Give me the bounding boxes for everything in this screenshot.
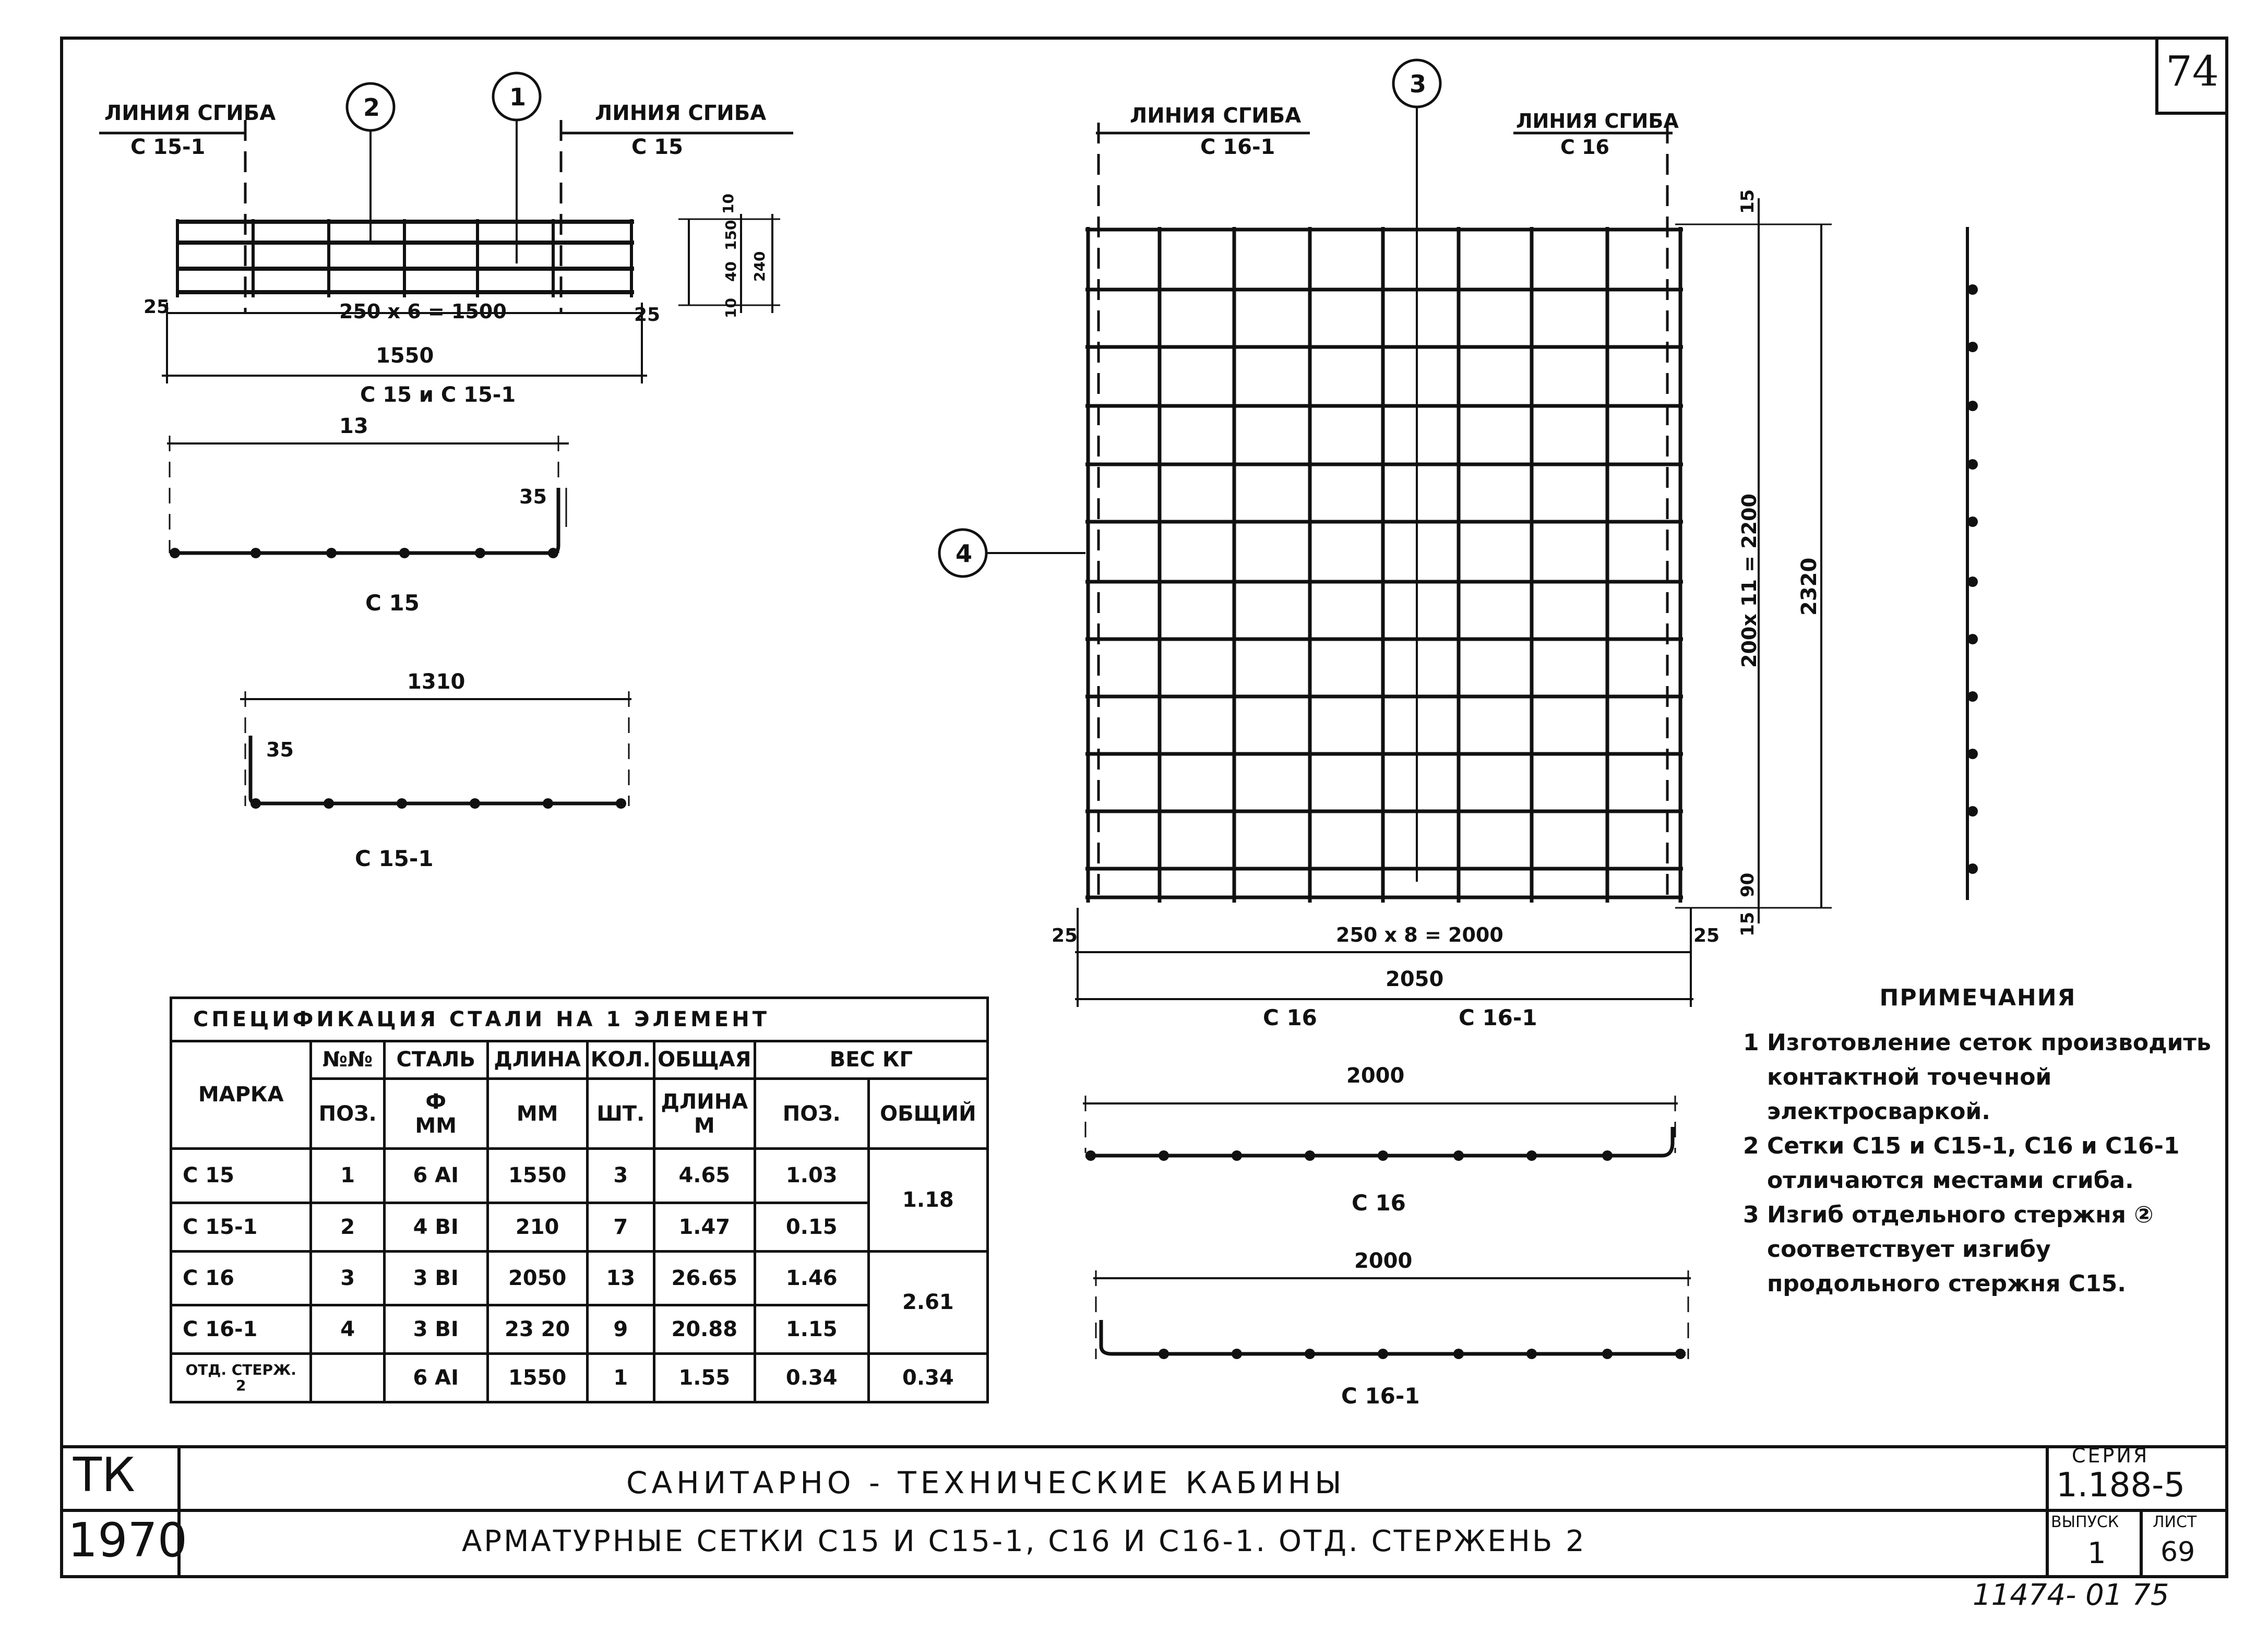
series-number: 1.188-5 (2056, 1466, 2186, 1505)
sheet-title: САНИТАРНО - ТЕХНИЧЕСКИЕ КАБИНЫ (626, 1465, 1346, 1500)
sheet-label: ЛИСТ (2153, 1513, 2197, 1531)
view-label: С 16-1 (1459, 1005, 1537, 1030)
bend-line-label: ЛИНИЯ СГИБА (595, 101, 767, 125)
cell-qty: 9 (587, 1305, 654, 1353)
cell-length: 210 (487, 1203, 587, 1251)
cell-weight-pos: 1.03 (755, 1149, 868, 1203)
cell-weight-pos: 1.46 (755, 1251, 868, 1305)
dimension-label: 1310 (407, 670, 465, 694)
issue-number: 1 (2087, 1536, 2106, 1570)
cell-weight-pos: 1.15 (755, 1305, 868, 1353)
header-total-length: ОБЩАЯ (654, 1041, 755, 1078)
cell-mark: С 16-1 (171, 1305, 311, 1353)
title-block-divider (60, 1509, 2228, 1512)
header-steel-unit (384, 1078, 487, 1148)
project-year: 1970 (68, 1513, 188, 1568)
header-length: ДЛИНА (487, 1041, 587, 1078)
view-label: С 16 (1352, 1190, 1406, 1216)
callout-number: 4 (956, 539, 973, 568)
dimension-label: 35 (266, 738, 294, 761)
separate-bar-label: ОТД. СТЕРЖ. (185, 1361, 296, 1378)
cell-length: 2050 (487, 1251, 587, 1305)
bend-line-label: ЛИНИЯ СГИБА (104, 101, 276, 125)
header-weight: ВЕС КГ (755, 1041, 987, 1078)
dimension-label: 40 (722, 261, 739, 282)
cell-mark (171, 1353, 311, 1402)
bend-line-label: ЛИНИЯ СГИБА (1130, 104, 1302, 128)
note-text: Сетки С15 и С15-1, С16 и С16-1 отличаются местами сгиба. (1767, 1133, 2180, 1194)
dimension-label: 25 (1052, 925, 1078, 946)
header-mm: ММ (415, 1113, 457, 1138)
cell-pos: 1 (311, 1149, 384, 1203)
note-item (1743, 1129, 2213, 1198)
notes-title: ПРИМЕЧАНИЯ (1879, 984, 2076, 1011)
view-label: С 16-1 (1341, 1383, 1420, 1409)
note-item (1743, 1026, 2213, 1129)
header-phi: Ф (425, 1089, 447, 1114)
cell-weight-pos: 0.34 (755, 1353, 868, 1402)
cell-pos: 4 (311, 1305, 384, 1353)
view-label: С 15 и С 15-1 (360, 383, 516, 407)
header-qty: КОЛ. (587, 1041, 654, 1078)
cell-length: 1550 (487, 1353, 587, 1402)
cell-mark: С 15 (171, 1149, 311, 1203)
dimension-label: 25 (1693, 925, 1720, 946)
dimension-label: 250 х 8 = 2000 (1336, 923, 1503, 946)
dimension-label: 90 (1737, 872, 1758, 897)
separate-bar-number: 2 (235, 1376, 246, 1394)
cell-pos: 3 (311, 1251, 384, 1305)
callout-number: 3 (1410, 70, 1427, 98)
cell-qty: 3 (587, 1149, 654, 1203)
view-label: С 15-1 (355, 846, 434, 871)
bend-line-mark: С 16 (1560, 136, 1609, 159)
sheet-subtitle: АРМАТУРНЫЕ СЕТКИ С15 И С15-1, С16 И С16-1. ОТД. СТЕРЖЕНЬ 2 (462, 1524, 1586, 1558)
header-m: М (694, 1113, 715, 1138)
dimension-label: 2000 (1346, 1064, 1405, 1088)
header-steel: СТАЛЬ (384, 1041, 487, 1078)
project-code: ТК (73, 1448, 135, 1503)
cell-total-length: 26.65 (654, 1251, 755, 1305)
table-row (171, 1203, 988, 1251)
footer-number: 11474- 01 75 (1973, 1578, 2169, 1612)
dimension-label: 1550 (376, 344, 434, 368)
dimension-label: 2050 (1386, 967, 1444, 991)
cell-steel: 6 АI (384, 1353, 487, 1402)
view-label: С 16 (1263, 1005, 1317, 1030)
cell-total-length: 1.47 (654, 1203, 755, 1251)
bend-line-label: ЛИНИЯ СГИБА (1516, 110, 1679, 133)
cell-weight-total: 1.18 (868, 1149, 987, 1251)
note-text: Изготовление сеток производить контактной точечной электросваркой. (1767, 1029, 2211, 1125)
note-item (1743, 1198, 2213, 1301)
header-total-length-2: ДЛИНА (661, 1089, 748, 1114)
view-label: С 15 (365, 590, 420, 616)
cell-total-length: 4.65 (654, 1149, 755, 1203)
dimension-label: 200х 11 = 2200 (1738, 493, 1761, 668)
table-row (171, 1353, 988, 1402)
sheet-number-small: 69 (2160, 1536, 2195, 1568)
table-row (171, 1149, 988, 1203)
title-block-divider (2140, 1509, 2143, 1578)
dimension-label: 15 (1737, 911, 1758, 936)
cell-pos (311, 1353, 384, 1402)
bend-line-mark: С 15 (631, 135, 683, 159)
cell-qty: 13 (587, 1251, 654, 1305)
callout-number: 2 (363, 93, 380, 122)
cell-steel: 3 ВI (384, 1251, 487, 1305)
cell-weight-total: 0.34 (868, 1353, 987, 1402)
notes-block (1743, 981, 2213, 1301)
steel-specification-table (170, 996, 989, 1403)
dimension-label: 250 х 6 = 1500 (339, 300, 507, 323)
header-weight-pos: ПОЗ. (755, 1078, 868, 1148)
note-number: 1 (1743, 1029, 1759, 1056)
dimension-label: 15 (1737, 189, 1758, 214)
header-length-unit: ММ (487, 1078, 587, 1148)
callout-number: 1 (509, 83, 527, 111)
table-row (171, 1251, 988, 1305)
cell-pos: 2 (311, 1203, 384, 1251)
note-number: 2 (1743, 1133, 1759, 1159)
table-row (171, 1305, 988, 1353)
cell-mark: С 15-1 (171, 1203, 311, 1251)
bend-line-mark: С 15-1 (130, 135, 206, 159)
cell-qty: 7 (587, 1203, 654, 1251)
cell-steel: 4 ВI (384, 1203, 487, 1251)
note-number: 3 (1743, 1202, 1759, 1228)
dimension-label: 25 (144, 296, 170, 318)
header-weight-total: ОБЩИЙ (868, 1078, 987, 1148)
cell-steel: 6 АI (384, 1149, 487, 1203)
spec-title: СПЕЦИФИКАЦИЯ СТАЛИ НА 1 ЭЛЕМЕНТ (171, 998, 988, 1041)
cell-steel: 3 ВI (384, 1305, 487, 1353)
header-mark: МАРКА (171, 1041, 311, 1149)
dimension-label: 10 (720, 194, 737, 214)
cell-weight-total: 2.61 (868, 1251, 987, 1353)
dimension-label: 240 (751, 251, 768, 282)
cell-total-length: 1.55 (654, 1353, 755, 1402)
issue-label: ВЫПУСК (2051, 1513, 2119, 1531)
dimension-label: 150 (722, 220, 739, 250)
cell-qty: 1 (587, 1353, 654, 1402)
dimension-label: 13 (339, 414, 368, 438)
dimension-label: 25 (634, 304, 661, 326)
cell-length: 23 20 (487, 1305, 587, 1353)
dimension-label: 10 (722, 298, 739, 318)
bend-line-mark: С 16-1 (1200, 135, 1275, 159)
cell-total-length: 20.88 (654, 1305, 755, 1353)
cell-weight-pos: 0.15 (755, 1203, 868, 1251)
note-text: Изгиб отдельного стержня ② соответствует изгибу продольного стержня С15. (1767, 1202, 2154, 1297)
header-qty-unit: ШТ. (587, 1078, 654, 1148)
dimension-label: 2320 (1797, 557, 1821, 616)
dimension-label: 35 (519, 485, 547, 508)
header-total-length-unit (654, 1078, 755, 1148)
header-nn: №№ (311, 1041, 384, 1078)
dimension-label: 2000 (1354, 1249, 1413, 1273)
cell-length: 1550 (487, 1149, 587, 1203)
cell-mark: С 16 (171, 1251, 311, 1305)
series-label: СЕРИЯ (2072, 1444, 2150, 1467)
sheet-number: 74 (2166, 47, 2219, 95)
header-pos: ПОЗ. (311, 1078, 384, 1148)
